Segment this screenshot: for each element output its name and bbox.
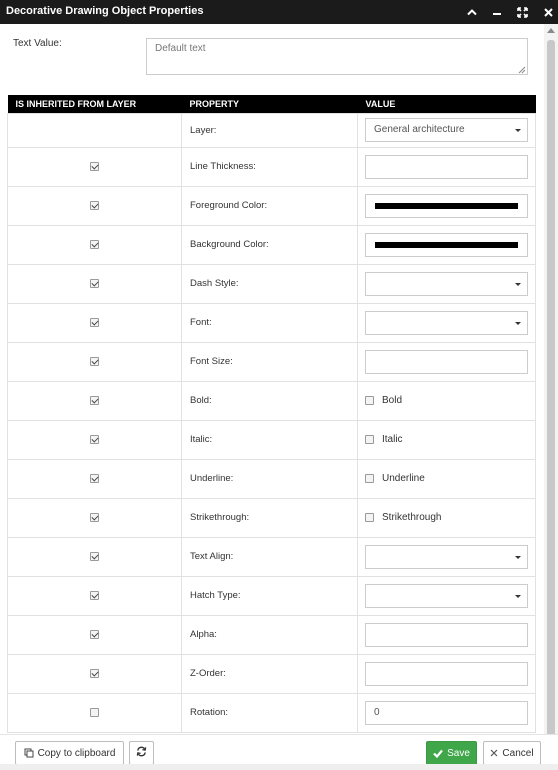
inherited-checkbox[interactable] bbox=[90, 201, 99, 210]
value-checkbox-group bbox=[365, 512, 535, 523]
refresh-icon bbox=[136, 746, 147, 760]
vertical-scrollbar[interactable] bbox=[544, 24, 558, 746]
inherited-cell bbox=[8, 264, 182, 303]
table-row bbox=[8, 693, 536, 732]
inherited-checkbox[interactable] bbox=[90, 708, 99, 717]
value-cell bbox=[358, 264, 536, 303]
inherited-cell bbox=[8, 537, 182, 576]
value-input[interactable] bbox=[365, 155, 528, 179]
property-name: Underline: bbox=[182, 459, 358, 498]
property-name: Font Size: bbox=[182, 342, 358, 381]
table-row bbox=[8, 113, 536, 147]
inherited-cell bbox=[8, 459, 182, 498]
value-cell bbox=[358, 303, 536, 342]
properties-table bbox=[7, 95, 536, 733]
value-input[interactable] bbox=[365, 662, 528, 686]
value-checkbox-label: Italic bbox=[382, 434, 403, 445]
cancel-button-label: Cancel bbox=[502, 747, 534, 759]
scroll-up-arrow-icon[interactable] bbox=[547, 28, 555, 33]
value-cell bbox=[358, 342, 536, 381]
text-value-input[interactable] bbox=[146, 38, 528, 75]
inherited-cell bbox=[8, 576, 182, 615]
inherited-checkbox[interactable] bbox=[90, 669, 99, 678]
value-select[interactable]: General architecture bbox=[365, 118, 528, 142]
save-button-label: Save bbox=[447, 747, 470, 759]
text-value-label: Text Value: bbox=[13, 38, 62, 49]
value-cell bbox=[358, 576, 536, 615]
value-checkbox[interactable] bbox=[365, 474, 374, 483]
resize-grip-icon[interactable] bbox=[518, 66, 526, 74]
inherited-checkbox[interactable] bbox=[90, 630, 99, 639]
color-picker-input[interactable] bbox=[365, 194, 528, 218]
value-cell bbox=[358, 381, 536, 420]
value-checkbox-group bbox=[365, 473, 535, 484]
property-name: Layer: bbox=[182, 113, 358, 147]
window-title: Decorative Drawing Object Properties bbox=[6, 5, 204, 17]
table-row bbox=[8, 147, 536, 186]
value-cell bbox=[358, 537, 536, 576]
value-checkbox[interactable] bbox=[365, 435, 374, 444]
value-checkbox-label: Strikethrough bbox=[382, 512, 442, 523]
value-checkbox-label: Bold bbox=[382, 395, 403, 406]
property-name: Foreground Color: bbox=[182, 186, 358, 225]
property-name: Z-Order: bbox=[182, 654, 358, 693]
table-header-row bbox=[8, 95, 536, 113]
property-name: Strikethrough: bbox=[182, 498, 358, 537]
value-checkbox-group bbox=[365, 395, 535, 406]
value-cell bbox=[358, 654, 536, 693]
property-name: Line Thickness: bbox=[182, 147, 358, 186]
title-bar bbox=[0, 0, 558, 24]
inherited-checkbox[interactable] bbox=[90, 591, 99, 600]
table-row bbox=[8, 225, 536, 264]
value-cell bbox=[358, 186, 536, 225]
property-name: Dash Style: bbox=[182, 264, 358, 303]
inherited-cell bbox=[8, 113, 182, 147]
inherited-checkbox[interactable] bbox=[90, 357, 99, 366]
property-name: Text Align: bbox=[182, 537, 358, 576]
value-input[interactable]: 0 bbox=[365, 701, 528, 725]
value-select[interactable] bbox=[365, 545, 528, 569]
value-cell bbox=[358, 113, 536, 147]
x-icon bbox=[490, 749, 498, 757]
value-cell bbox=[358, 498, 536, 537]
inherited-cell bbox=[8, 693, 182, 732]
inherited-checkbox[interactable] bbox=[90, 552, 99, 561]
close-icon[interactable] bbox=[540, 4, 556, 20]
inherited-checkbox[interactable] bbox=[90, 318, 99, 327]
value-cell bbox=[358, 225, 536, 264]
header-property: PROPERTY bbox=[182, 95, 358, 113]
color-picker-input[interactable] bbox=[365, 233, 528, 257]
table-row bbox=[8, 498, 536, 537]
value-input[interactable] bbox=[365, 350, 528, 374]
inherited-cell bbox=[8, 186, 182, 225]
value-cell bbox=[358, 615, 536, 654]
copy-button-label: Copy to clipboard bbox=[37, 747, 116, 759]
table-row bbox=[8, 654, 536, 693]
property-name: Background Color: bbox=[182, 225, 358, 264]
value-checkbox[interactable] bbox=[365, 513, 374, 522]
refresh-button[interactable] bbox=[129, 741, 154, 765]
color-swatch bbox=[375, 203, 518, 209]
inherited-checkbox[interactable] bbox=[90, 435, 99, 444]
scroll-thumb[interactable] bbox=[547, 40, 555, 740]
property-name: Alpha: bbox=[182, 615, 358, 654]
horizontal-scrollbar[interactable] bbox=[0, 764, 558, 770]
inherited-cell bbox=[8, 654, 182, 693]
value-select[interactable] bbox=[365, 311, 528, 335]
minimize-icon[interactable] bbox=[489, 4, 505, 20]
table-row bbox=[8, 342, 536, 381]
table-row bbox=[8, 420, 536, 459]
inherited-cell bbox=[8, 420, 182, 459]
property-name: Font: bbox=[182, 303, 358, 342]
inherited-cell bbox=[8, 381, 182, 420]
save-button[interactable] bbox=[426, 741, 477, 765]
inherited-cell bbox=[8, 303, 182, 342]
copy-to-clipboard-button[interactable] bbox=[15, 741, 124, 765]
inherited-cell bbox=[8, 342, 182, 381]
inherited-cell bbox=[8, 225, 182, 264]
value-checkbox-group bbox=[365, 434, 535, 445]
copy-icon bbox=[24, 748, 34, 758]
value-input[interactable] bbox=[365, 623, 528, 647]
property-name: Hatch Type: bbox=[182, 576, 358, 615]
inherited-cell bbox=[8, 615, 182, 654]
inherited-checkbox[interactable] bbox=[90, 513, 99, 522]
inherited-checkbox[interactable] bbox=[90, 162, 99, 171]
cancel-button[interactable] bbox=[483, 741, 541, 765]
property-name: Bold: bbox=[182, 381, 358, 420]
table-row bbox=[8, 576, 536, 615]
maximize-icon[interactable] bbox=[514, 4, 530, 20]
value-cell bbox=[358, 420, 536, 459]
table-row bbox=[8, 615, 536, 654]
header-inherited: IS INHERITED FROM LAYER bbox=[8, 95, 182, 113]
value-cell bbox=[358, 693, 536, 732]
table-row bbox=[8, 264, 536, 303]
checkmark-icon bbox=[433, 749, 443, 758]
chevron-up-icon[interactable] bbox=[464, 4, 480, 20]
inherited-cell bbox=[8, 147, 182, 186]
table-row bbox=[8, 186, 536, 225]
inherited-checkbox[interactable] bbox=[90, 396, 99, 405]
inherited-cell bbox=[8, 498, 182, 537]
table-row bbox=[8, 381, 536, 420]
inherited-checkbox[interactable] bbox=[90, 474, 99, 483]
value-cell bbox=[358, 147, 536, 186]
color-swatch bbox=[375, 242, 518, 248]
table-row bbox=[8, 303, 536, 342]
inherited-checkbox[interactable] bbox=[90, 279, 99, 288]
table-row bbox=[8, 537, 536, 576]
value-checkbox[interactable] bbox=[365, 396, 374, 405]
value-checkbox-label: Underline bbox=[382, 473, 425, 484]
header-value: VALUE bbox=[358, 95, 536, 113]
table-row bbox=[8, 459, 536, 498]
property-name: Rotation: bbox=[182, 693, 358, 732]
inherited-checkbox[interactable] bbox=[90, 240, 99, 249]
text-value-row bbox=[0, 24, 544, 94]
property-name: Italic: bbox=[182, 420, 358, 459]
value-select[interactable] bbox=[365, 584, 528, 608]
value-select[interactable] bbox=[365, 272, 528, 296]
value-cell bbox=[358, 459, 536, 498]
